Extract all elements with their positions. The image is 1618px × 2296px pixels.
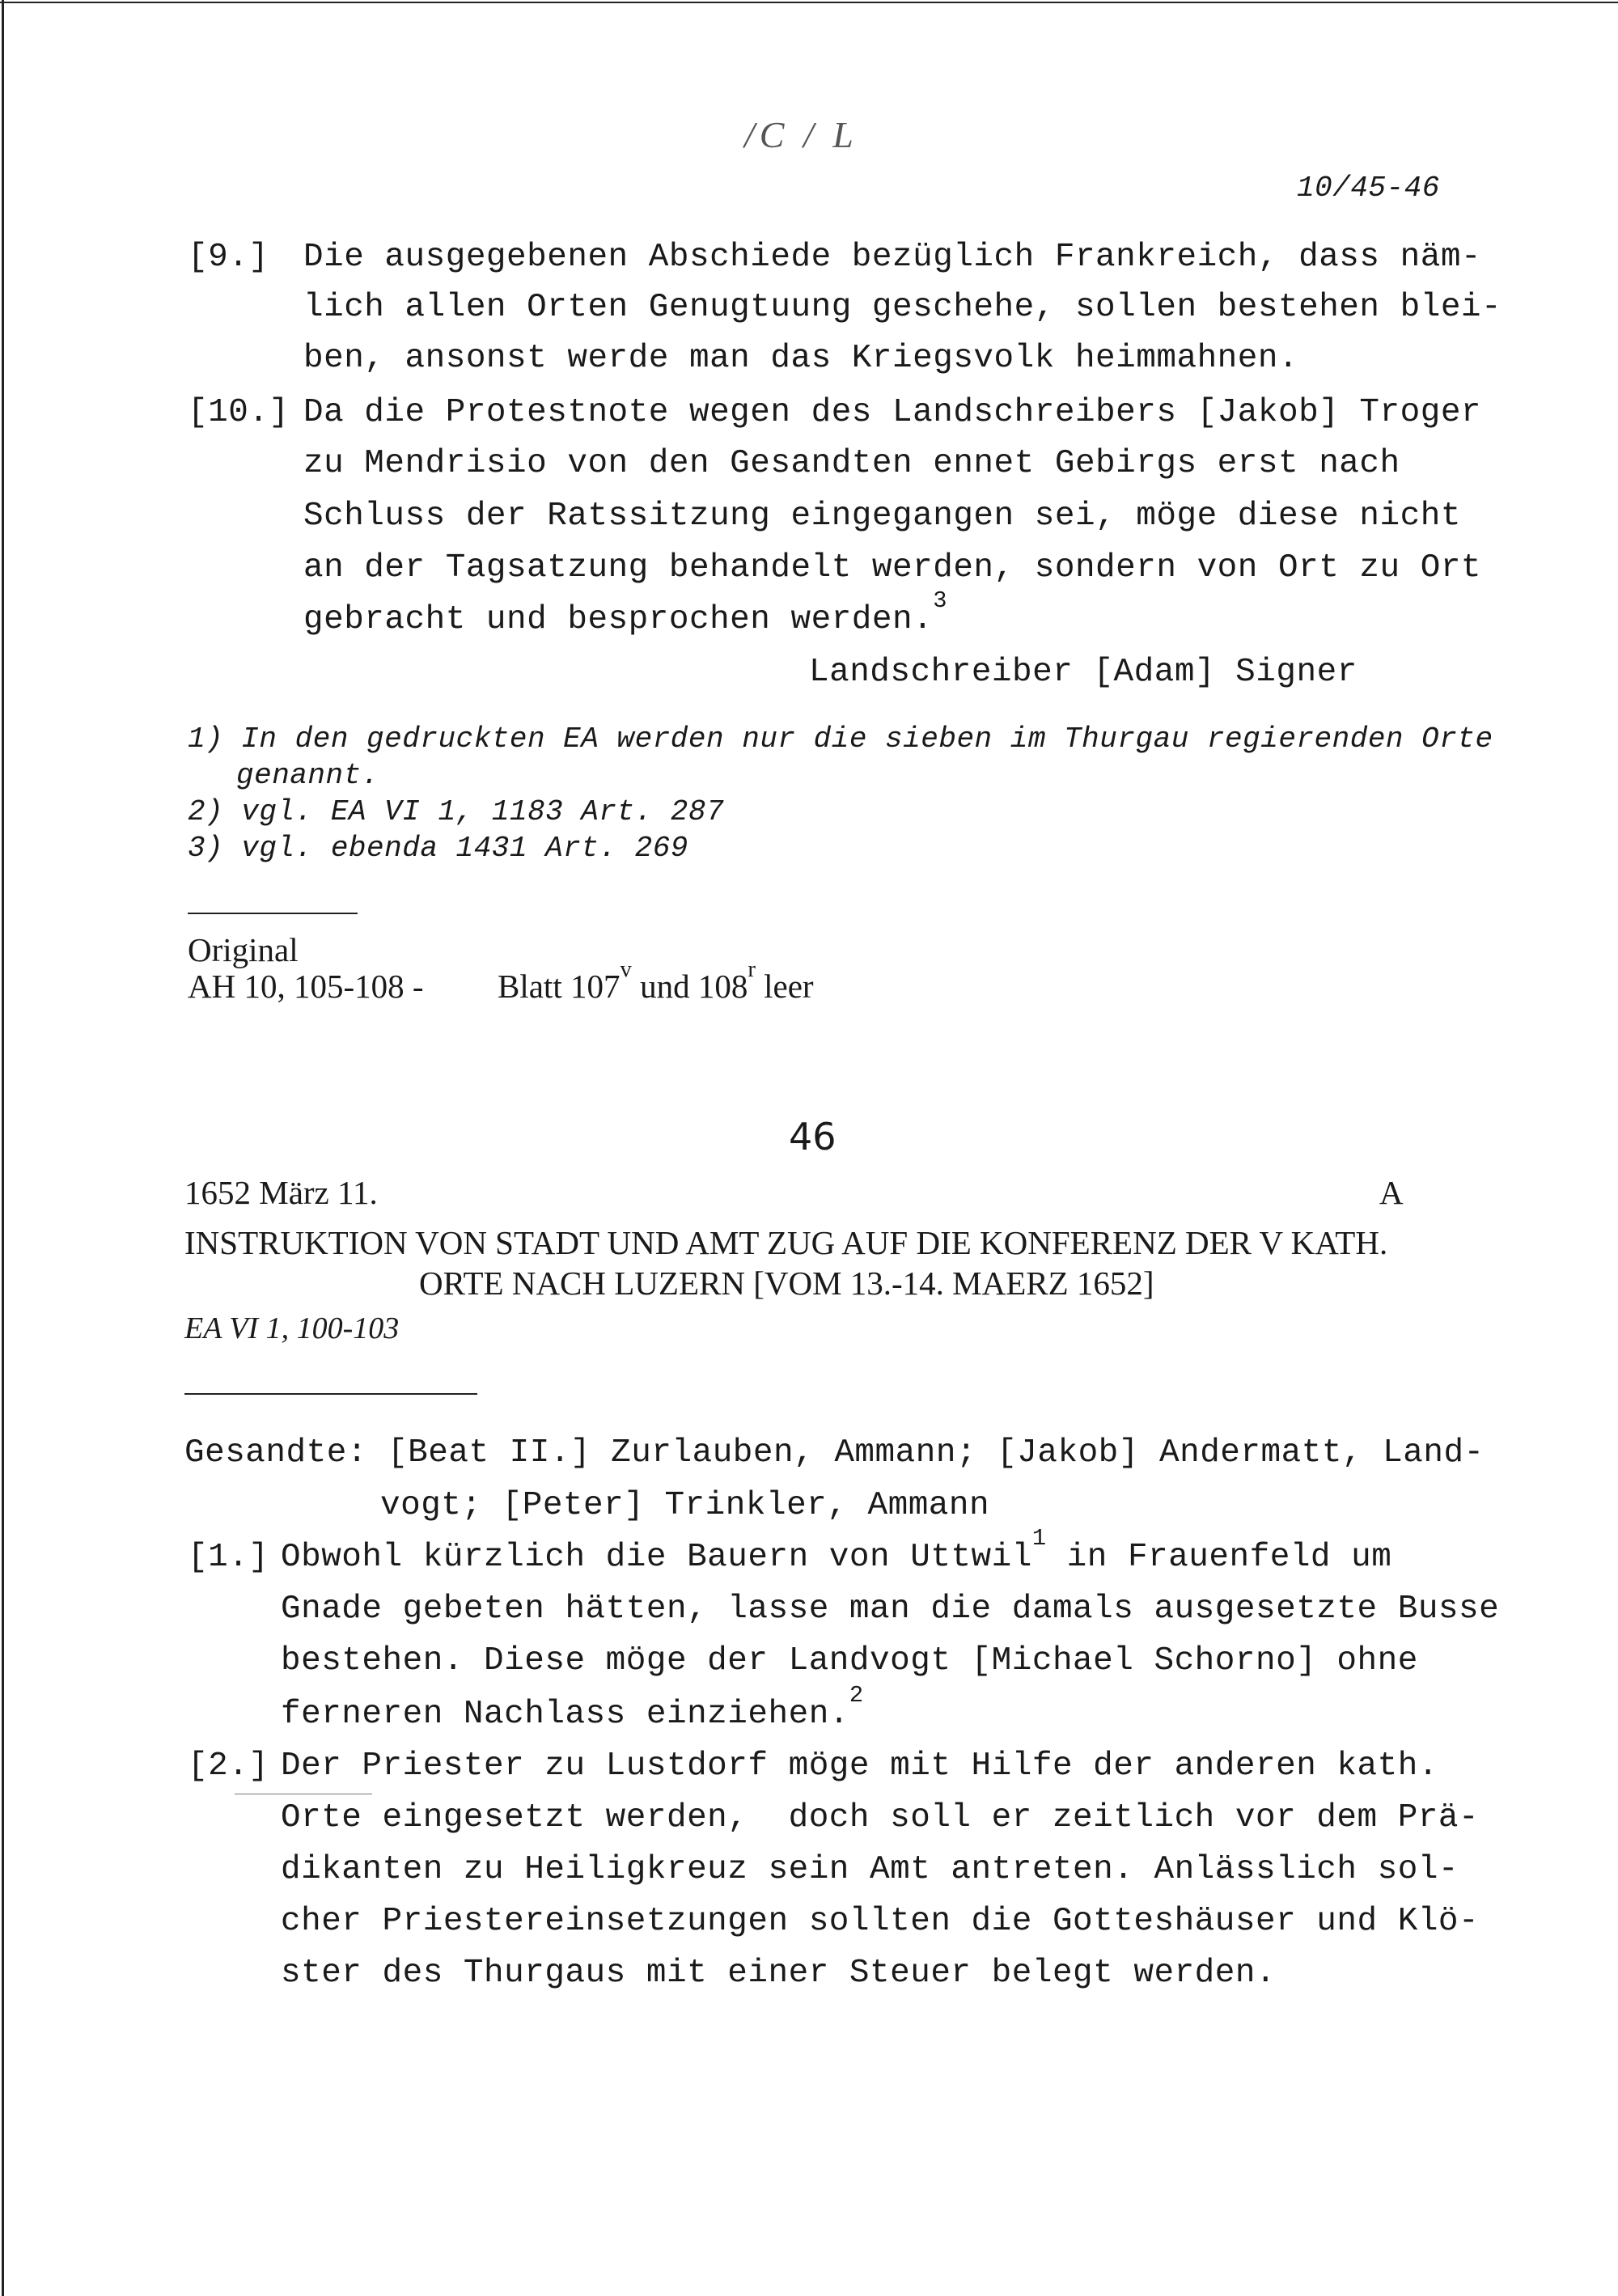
footnote-3: 3) vgl. ebenda 1431 Art. 269 [188, 832, 688, 865]
footnote-ref-2: 2 [849, 1682, 864, 1709]
item-number-2: [2.] [188, 1747, 269, 1785]
item-number-9: [9.] [188, 239, 269, 276]
item-1-line-4-text: ferneren Nachlass einziehen. [281, 1696, 849, 1733]
document-title-line-1: INSTRUKTION VON STADT UND AMT ZUG AUF DIE KONFERENZ DER V KATH. [184, 1224, 1388, 1261]
item-10-line-3: Schluss der Ratssitzung eingegangen sei, möge diese nicht [303, 498, 1461, 535]
folio-108: und 108 [640, 968, 748, 1005]
item-1-line-2: Gnade gebeten hätten, lasse man die damals ausgesetzte Busse [281, 1591, 1500, 1628]
pencil-annotation: /C / L [744, 114, 858, 155]
item-9-line-1: Die ausgegebenen Abschiede bezüglich Frankreich, dass näm- [303, 239, 1482, 276]
page-edge-top [0, 2, 1618, 3]
document-letter: A [1379, 1174, 1404, 1211]
divider-rule-1 [188, 913, 358, 914]
item-1-line-3: bestehen. Diese möge der Landvogt [Michael Schorno] ohne [281, 1642, 1418, 1680]
item-10-line-1: Da die Protestnote wegen des Landschreibers [Jakob] Troger [303, 394, 1482, 431]
ea-reference: EA VI 1, 100-103 [184, 1311, 400, 1345]
folio-107-side: v [620, 956, 632, 983]
item-2-line-5: ster des Thurgaus mit einer Steuer belegt werden. [281, 1955, 1277, 1992]
source-location: AH 10, 105-108 - [188, 968, 424, 1005]
page-edge-left [2, 0, 4, 2296]
footnote-ref-1: 1 [1031, 1525, 1047, 1553]
signature: Landschreiber [Adam] Signer [809, 654, 1358, 691]
item-number-10: [10.] [188, 394, 290, 431]
item-number-1: [1.] [188, 1539, 269, 1576]
footnote-1-continuation: genannt. [236, 759, 379, 792]
item-10-line-4: an der Tagsatzung behandelt werden, sondern von Ort zu Ort [303, 549, 1482, 587]
source-folio-note [498, 956, 814, 1006]
divider-rule-2 [184, 1393, 477, 1395]
item-1-line-1-text: Obwohl kürzlich die Bauern von Uttwil [281, 1539, 1032, 1576]
folio-empty: leer [764, 968, 814, 1005]
footnote-1: 1) In den gedruckten EA werden nur die sieben im Thurgau regierenden Orte [188, 722, 1493, 756]
source-original: Original [188, 931, 299, 968]
footnote-ref-3: 3 [933, 587, 947, 615]
item-10-line-5 [303, 587, 947, 638]
item-9-line-2: lich allen Orten Genugtuung geschehe, sollen bestehen blei- [303, 289, 1502, 326]
item-1-line-1-rest: in Frauenfeld um [1046, 1539, 1392, 1576]
envoys-line-1: Gesandte: [Beat II.] Zurlauben, Ammann; [Jakob] Andermatt, Land- [184, 1434, 1485, 1472]
reference-code: 10/45-46 [1297, 172, 1440, 205]
item-2-line-4: cher Priestereinsetzungen sollten die Gotteshäuser und Klö- [281, 1903, 1480, 1940]
item-1-line-4 [281, 1682, 864, 1733]
folio-107: Blatt 107 [498, 968, 621, 1005]
item-1-line-1 [281, 1525, 1392, 1576]
item-2-line-3: dikanten zu Heiligkreuz sein Amt antreten. Anlässlich sol- [281, 1851, 1459, 1888]
footnote-2: 2) vgl. EA VI 1, 1183 Art. 287 [188, 795, 725, 828]
item-2-line-1: Der Priester zu Lustdorf möge mit Hilfe der anderen kath. [281, 1747, 1438, 1785]
envoys-line-2: vogt; [Peter] Trinkler, Ammann [380, 1487, 990, 1524]
folio-108-side: r [748, 956, 756, 983]
item-2-line-2: Orte eingesetzt werden, doch soll er zeitlich vor dem Prä- [281, 1799, 1480, 1836]
item-10-line-2: zu Mendrisio von den Gesandten ennet Gebirgs erst nach [303, 445, 1400, 482]
document-title-line-2: ORTE NACH LUZERN [VOM 13.-14. MAERZ 1652] [419, 1264, 1154, 1302]
document-number: 46 [789, 1115, 837, 1159]
item-10-line-5-text: gebracht und besprochen werden. [303, 601, 934, 638]
document-date: 1652 März 11. [184, 1174, 378, 1211]
item-9-line-3: ben, ansonst werde man das Kriegsvolk heimmahnen. [303, 340, 1299, 377]
